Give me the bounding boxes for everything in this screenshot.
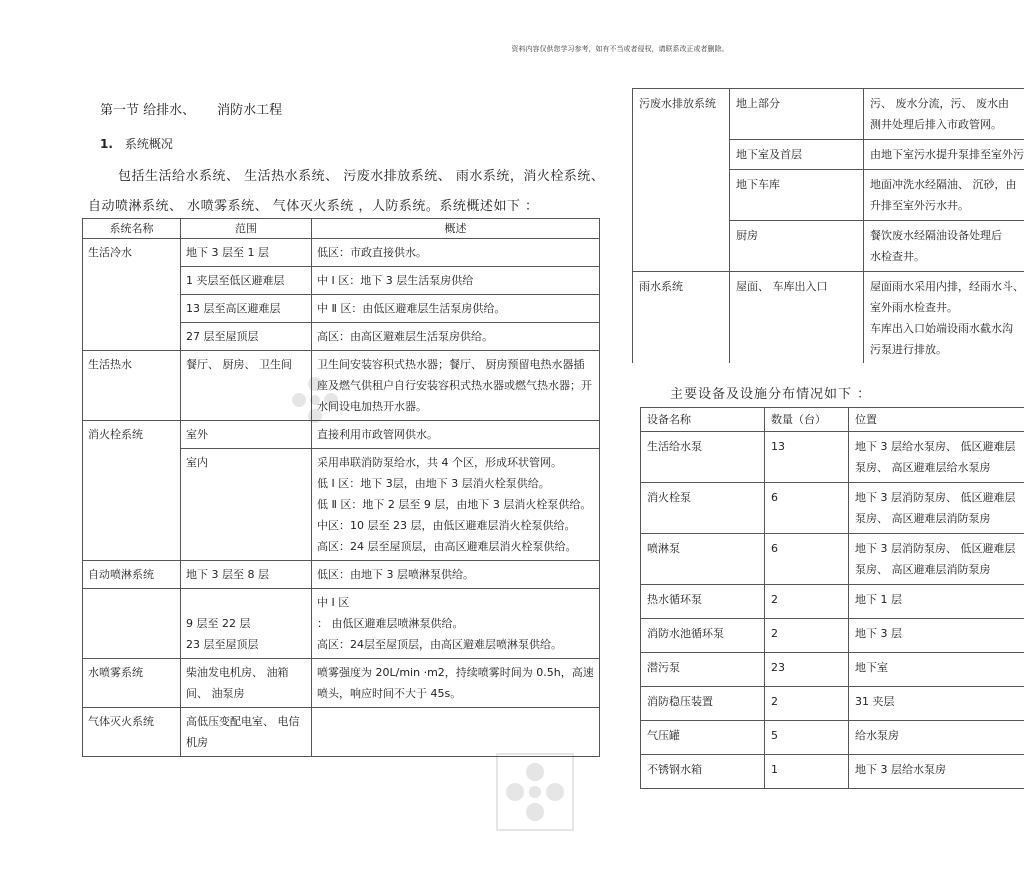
desc-line: 采用串联消防泵给水，共 4 个区，形成环状管网。 <box>317 456 562 469</box>
desc-line: ： 由低区避难层喷淋泵供给。 <box>317 617 464 630</box>
equipment-name-cell: 不锈钢水箱 <box>641 755 765 789</box>
location-cell: 地下 1 层 <box>849 585 1024 619</box>
table-row <box>633 272 1024 364</box>
equipment-table-header <box>641 408 1024 432</box>
table-row <box>83 239 600 267</box>
desc-line: 车库出入口始端设雨水截水沟 <box>870 322 1013 335</box>
header-cell: 概述 <box>312 219 600 239</box>
desc-line: 高区：24层至屋顶层，由高区避难层喷淋泵供给。 <box>317 638 562 651</box>
table-row <box>641 721 1024 755</box>
desc-cell <box>864 170 1024 221</box>
desc-cell: 由地下室污水提升泵排至室外污 <box>864 140 1024 170</box>
desc-cell: 卫生间安装容积式热水器；餐厅、 厨房预留电热水器插座及燃气供租户自行安装容积式热水器或燃气热水器；开水间设电加热开水器。 <box>312 351 600 421</box>
desc-line: 餐饮废水经隔油设备处理后 <box>870 229 1002 242</box>
table-row <box>641 653 1024 687</box>
table-row <box>641 534 1024 585</box>
system-name-cell: 水喷雾系统 <box>83 659 181 708</box>
table-row <box>641 755 1024 789</box>
table-row <box>641 619 1024 653</box>
header-cell: 设备名称 <box>641 408 765 432</box>
subsection-number: 1. <box>100 137 113 151</box>
range-cell: 屋面、 车库出入口 <box>730 272 864 364</box>
range-cell: 地上部分 <box>730 89 864 140</box>
location-cell <box>849 483 1024 534</box>
watermark-flower-icon <box>495 752 575 832</box>
location-line: 泵房、 高区避难层消防泵房 <box>855 512 991 525</box>
system-name-cell <box>83 589 181 659</box>
copyright-notice: 资料内容仅供您学习参考，如有不当或者侵权，请联系改正或者删除。 <box>511 45 729 53</box>
equipment-name-cell: 气压罐 <box>641 721 765 755</box>
range-cell: 地下 3 层至 8 层 <box>181 561 312 589</box>
quantity-cell: 6 <box>765 483 849 534</box>
equipment-name-cell: 消火栓泵 <box>641 483 765 534</box>
equipment-table <box>640 407 1024 789</box>
subsection-label: 系统概况 <box>124 137 173 151</box>
systems-table <box>82 218 600 757</box>
quantity-cell: 2 <box>765 585 849 619</box>
table-row <box>633 89 1024 140</box>
equipment-name-cell: 消防稳压装置 <box>641 687 765 721</box>
system-name-cell: 自动喷淋系统 <box>83 561 181 589</box>
quantity-cell: 5 <box>765 721 849 755</box>
table-row <box>641 687 1024 721</box>
quantity-cell: 13 <box>765 432 849 483</box>
desc-cell: 低区：由地下 3 层喷淋泵供给。 <box>312 561 600 589</box>
table-row <box>641 585 1024 619</box>
desc-line: 低 Ⅰ 区：地下 3层，由地下 3 层消火栓泵供给。 <box>317 477 550 490</box>
desc-cell <box>864 272 1024 364</box>
range-cell: 高低压变配电室、 电信机房 <box>181 708 312 757</box>
desc-cell <box>864 221 1024 272</box>
desc-line: 低 Ⅱ 区：地下 2 层至 9 层，由地下 3 层消火栓泵供给。 <box>317 498 592 511</box>
equipment-caption: 主要设备及设施分布情况如下 ： <box>670 387 872 402</box>
equipment-table-wrap <box>640 407 1024 802</box>
location-cell <box>849 432 1024 483</box>
range-cell: 厨房 <box>730 221 864 272</box>
location-cell <box>849 534 1024 585</box>
system-name-cell: 生活热水 <box>83 351 181 421</box>
range-cell: 地下 3 层至 1 层 <box>181 239 312 267</box>
table-row <box>83 659 600 708</box>
range-line: 9 层至 22 层 <box>186 617 251 630</box>
range-cell: 13 层至高区避难层 <box>181 295 312 323</box>
header-cell: 系统名称 <box>83 219 181 239</box>
quantity-cell: 6 <box>765 534 849 585</box>
section-title-part2: 消防水工程 <box>217 103 283 118</box>
section-title-part1: 第一节 给排水、 <box>100 103 196 118</box>
table-row <box>641 483 1024 534</box>
range-cell: 室外 <box>181 421 312 449</box>
equipment-name-cell: 消防水池循环泵 <box>641 619 765 653</box>
range-line: 23 层至屋顶层 <box>186 638 259 651</box>
location-cell: 地下 3 层 <box>849 619 1024 653</box>
table-row <box>83 708 600 757</box>
desc-line: 升排至室外污水井。 <box>870 199 969 212</box>
desc-line: 地面冲洗水经隔油、 沉砂，由 <box>870 178 1017 191</box>
range-cell: 柴油发电机房、 油箱间、 油泵房 <box>181 659 312 708</box>
range-cell: 27 层至屋顶层 <box>181 323 312 351</box>
intro-paragraph: 包括生活给水系统、 生活热水系统、 污废水排放系统、 雨水系统，消火栓系统、 自动喷淋系统、 水喷雾系统、 气体灭火系统 ，人防系统。系统概述如下 ： <box>88 169 605 214</box>
location-line: 地下 3 层给水泵房、 低区避难层 <box>855 440 1016 453</box>
equipment-name-cell: 喷淋泵 <box>641 534 765 585</box>
equipment-name-cell: 潜污泵 <box>641 653 765 687</box>
location-cell: 31 夹层 <box>849 687 1024 721</box>
desc-line: 室外雨水检查井。 <box>870 301 958 314</box>
drainage-table-wrap <box>632 88 1024 363</box>
range-cell: 餐厅、 厨房、 卫生间 <box>181 351 312 421</box>
equipment-name-cell: 生活给水泵 <box>641 432 765 483</box>
quantity-cell: 23 <box>765 653 849 687</box>
header-cell: 位置 <box>849 408 1024 432</box>
table-row <box>83 561 600 589</box>
desc-cell <box>312 449 600 561</box>
systems-table-header <box>83 219 600 239</box>
desc-line: 测井处理后排入市政管网。 <box>870 118 1002 131</box>
location-cell: 地下室 <box>849 653 1024 687</box>
desc-cell: 低区：市政直接供水。 <box>312 239 600 267</box>
subsection-title <box>100 135 173 152</box>
range-cell <box>181 589 312 659</box>
system-name-cell: 雨水系统 <box>633 272 730 364</box>
table-row <box>641 432 1024 483</box>
system-name-cell: 污废水排放系统 <box>633 89 730 272</box>
location-line: 地下 3 层消防泵房、 低区避难层 <box>855 542 1016 555</box>
desc-cell <box>864 89 1024 140</box>
location-line: 泵房、 高区避难层给水泵房 <box>855 461 991 474</box>
range-cell: 地下室及首层 <box>730 140 864 170</box>
desc-cell: 中 Ⅰ 区：地下 3 层生活泵房供给 <box>312 267 600 295</box>
desc-line: 中区：10 层至 23 层，由低区避难层消火栓泵供给。 <box>317 519 576 532</box>
range-line <box>186 592 306 613</box>
desc-line: 水检查井。 <box>870 250 925 263</box>
desc-cell <box>312 708 600 757</box>
desc-line: 屋面雨水采用内排，经雨水斗、 <box>870 280 1024 293</box>
watermark-flower-icon <box>285 370 345 430</box>
desc-cell: 直接利用市政管网供水。 <box>312 421 600 449</box>
desc-line: 污泵进行排放。 <box>870 343 947 356</box>
range-cell: 地下车库 <box>730 170 864 221</box>
range-cell: 室内 <box>181 449 312 561</box>
desc-line: 中 Ⅰ 区 <box>317 596 350 609</box>
section-title <box>100 99 282 118</box>
location-cell: 给水泵房 <box>849 721 1024 755</box>
desc-cell: 中 Ⅱ 区：由低区避难层生活泵房供给。 <box>312 295 600 323</box>
quantity-cell: 1 <box>765 755 849 789</box>
equipment-name-cell: 热水循环泵 <box>641 585 765 619</box>
quantity-cell: 2 <box>765 687 849 721</box>
header-cell: 范围 <box>181 219 312 239</box>
desc-cell: 喷雾强度为 20L/min ·m2，持续喷雾时间为 0.5h，高速喷头，响应时间不大于 45s。 <box>312 659 600 708</box>
desc-line: 高区：24 层至屋顶层，由高区避难层消火栓泵供给。 <box>317 540 577 553</box>
location-cell: 地下 3 层给水泵房 <box>849 755 1024 789</box>
table-row <box>83 589 600 659</box>
drainage-table <box>632 88 1024 363</box>
header-cell: 数量（台） <box>765 408 849 432</box>
desc-cell: 高区：由高区避难层生活泵房供给。 <box>312 323 600 351</box>
system-name-cell: 气体灭火系统 <box>83 708 181 757</box>
desc-cell <box>312 589 600 659</box>
quantity-cell: 2 <box>765 619 849 653</box>
location-line: 地下 3 层消防泵房、 低区避难层 <box>855 491 1016 504</box>
range-cell: 1 夹层至低区避难层 <box>181 267 312 295</box>
system-name-cell: 消火栓系统 <box>83 421 181 561</box>
location-line: 泵房、 高区避难层消防泵房 <box>855 563 991 576</box>
desc-line: 污、 废水分流，污、 废水由 <box>870 97 1009 110</box>
system-name-cell: 生活冷水 <box>83 239 181 351</box>
